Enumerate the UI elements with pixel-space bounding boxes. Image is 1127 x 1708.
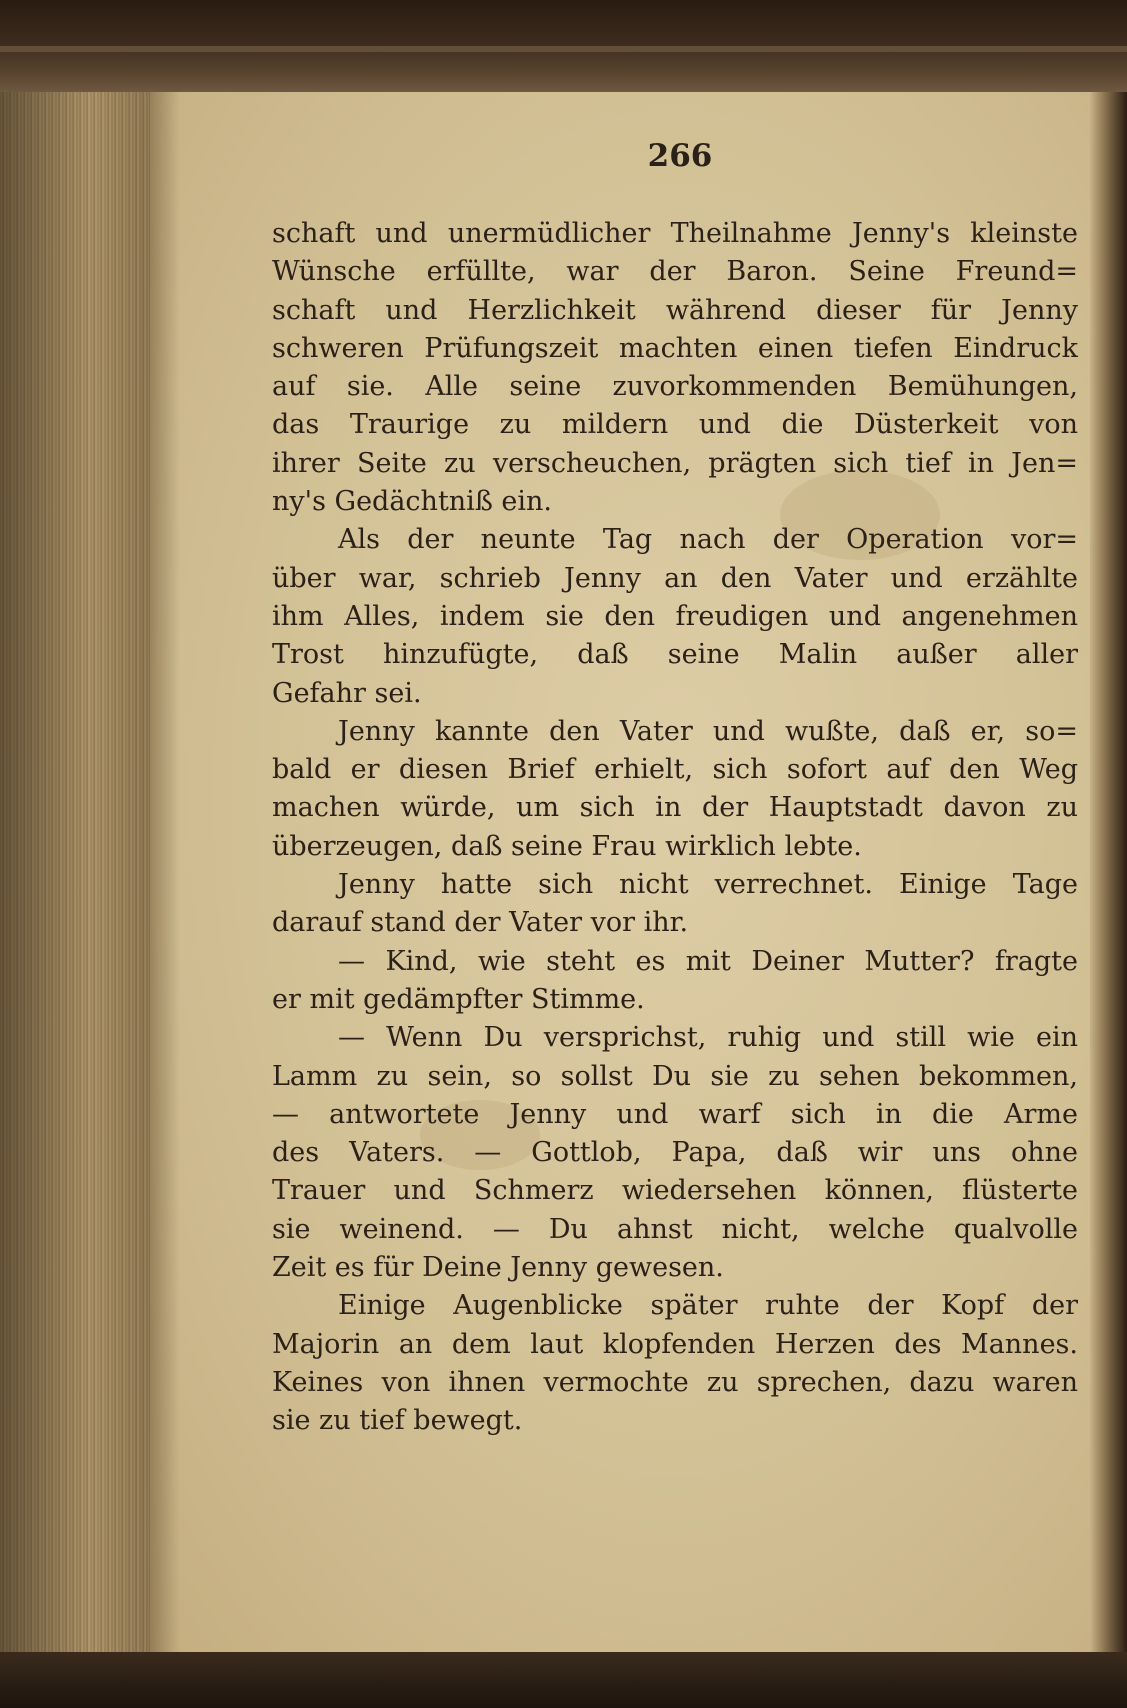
text-line: Lamm zu sein, so sollst Du sie zu sehen bekommen, — [272, 1060, 1078, 1092]
text-line: ihm Alles, indem sie den freudigen und angenehmen — [272, 600, 1078, 632]
text-line: Zeit es für Deine Jenny gewesen. — [272, 1252, 724, 1284]
book-cover-bottom — [0, 1652, 1127, 1708]
body-text — [272, 215, 1078, 1441]
text-line: darauf stand der Vater vor ihr. — [272, 907, 689, 939]
text-line: Trauer und Schmerz wiedersehen können, flüsterte — [272, 1175, 1078, 1207]
text-line: bald er diesen Brief erhielt, sich sofort auf den Weg — [272, 754, 1078, 786]
text-line: überzeugen, daß seine Frau wirklich lebte. — [272, 830, 862, 862]
text-line: er mit gedämpfter Stimme. — [272, 983, 645, 1015]
text-line: schaft und Herzlichkeit während dieser für Jenny — [272, 294, 1078, 326]
text-line: sie weinend. — Du ahnst nicht, welche qualvolle — [272, 1213, 1078, 1245]
text-line: Majorin an dem laut klopfenden Herzen des Mannes. — [272, 1328, 1078, 1360]
page-number: 266 — [647, 138, 713, 174]
text-line: — antwortete Jenny und warf sich in die Arme — [272, 1098, 1078, 1130]
page-stack-shadow — [0, 92, 150, 1652]
text-line: — Wenn Du versprichst, ruhig und still wie ein — [338, 1022, 1078, 1054]
text-line: Als der neunte Tag nach der Operation vor= — [338, 524, 1078, 556]
text-line: über war, schrieb Jenny an den Vater und erzählte — [272, 562, 1078, 594]
text-line: schaft und unermüdlicher Theilnahme Jenny's kleinste — [272, 218, 1078, 249]
page-gutter-shadow — [150, 92, 180, 1652]
text-line: Trost hinzufügte, daß seine Malin außer aller — [272, 639, 1078, 671]
text-line: ihrer Seite zu verscheuchen, prägten sich tief in Jen= — [272, 447, 1078, 479]
text-line: Gefahr sei. — [272, 677, 422, 709]
text-line: Einige Augenblicke später ruhte der Kopf der — [338, 1290, 1078, 1322]
text-line: Keines von ihnen vermochte zu sprechen, dazu waren — [272, 1366, 1078, 1398]
text-line: — Kind, wie steht es mit Deiner Mutter? fragte — [338, 945, 1078, 977]
text-line: des Vaters. — Gottlob, Papa, daß wir uns ohne — [272, 1137, 1078, 1169]
cover-edge — [0, 46, 1127, 52]
text-line: ny's Gedächtniß ein. — [272, 486, 553, 518]
text-line: Wünsche erfüllte, war der Baron. Seine Freund= — [272, 256, 1078, 288]
text-line: Jenny kannte den Vater und wußte, daß er, so= — [338, 715, 1078, 747]
text-line: schweren Prüfungszeit machten einen tiefen Eindruck — [272, 332, 1078, 364]
text-line: machen würde, um sich in der Hauptstadt davon zu — [272, 792, 1078, 824]
page-right-edge — [1090, 92, 1127, 1652]
text-line: Jenny hatte sich nicht verrechnet. Einige Tage — [338, 869, 1078, 901]
text-line: sie zu tief bewegt. — [272, 1405, 523, 1437]
text-line: das Traurige zu mildern und die Düsterkeit von — [272, 409, 1078, 441]
text-line: auf sie. Alle seine zuvorkommenden Bemühungen, — [272, 371, 1078, 403]
